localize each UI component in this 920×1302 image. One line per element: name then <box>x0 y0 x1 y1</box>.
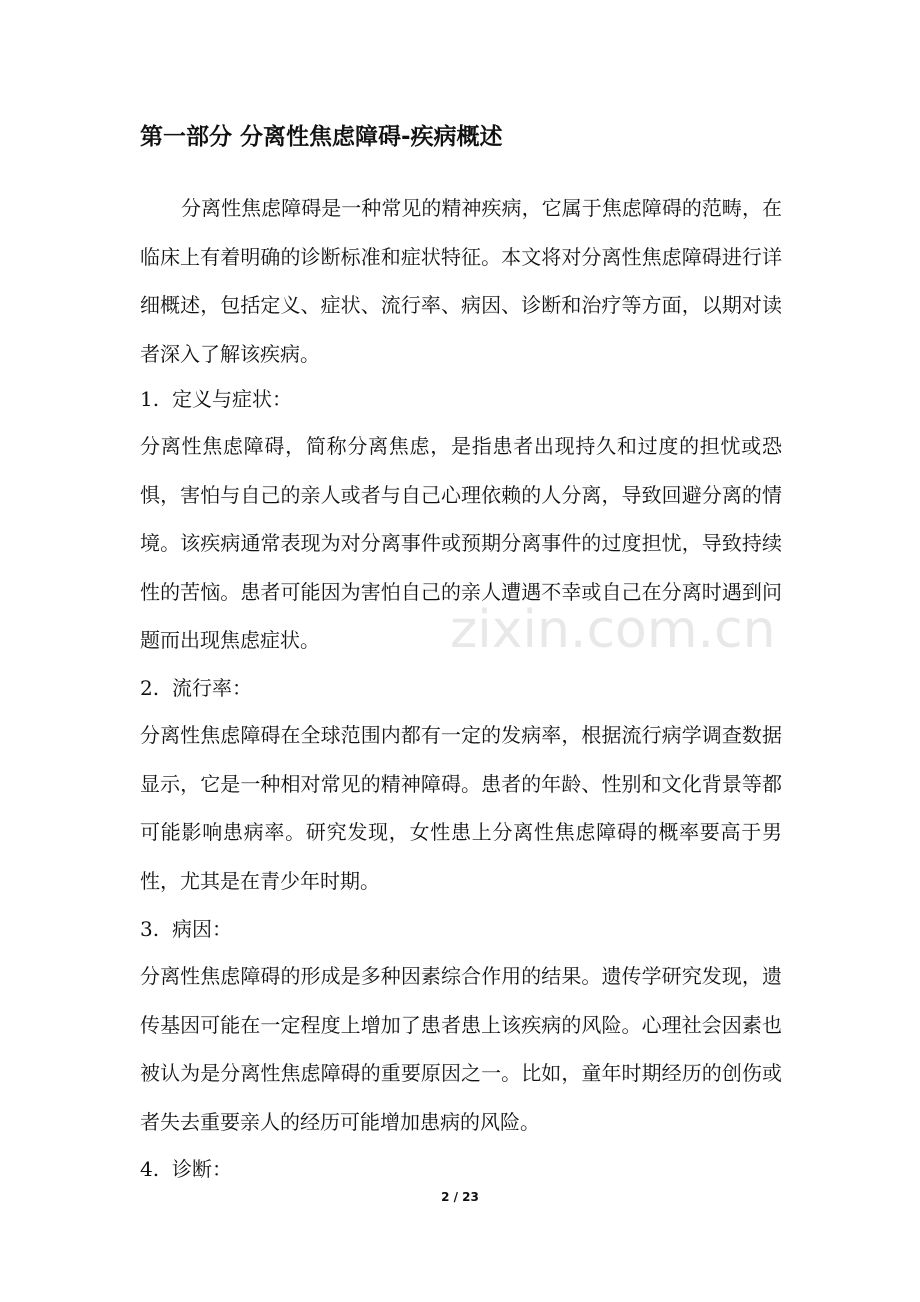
section-title: 第一部分 分离性焦虑障碍-疾病概述 <box>140 124 503 150</box>
section-number: 1. <box>140 387 160 411</box>
section-heading-etiology <box>140 905 232 953</box>
page-indicator: 2 / 23 <box>441 1190 479 1204</box>
section-heading-diagnosis <box>140 1145 232 1193</box>
section-heading-text: 病因： <box>172 917 232 941</box>
watermark: zixin.com.cn <box>450 600 776 660</box>
prevalence-paragraph: 分离性焦虑障碍在全球范围内都有一定的发病率，根据流行病学调查数据显示，它是一种相对常见的精神障碍。患者的年龄、性别和文化背景等都可能影响患病率。研究发现，女性患上分离性焦虑障碍的概率要高于男性，尤其是在青少年时期。 <box>140 723 782 893</box>
etiology-paragraph: 分离性焦虑障碍的形成是多种因素综合作用的结果。遗传学研究发现，遗传基因可能在一定程度上增加了患者患上该疾病的风险。心理社会因素也被认为是分离性焦虑障碍的重要原因之一。比如，童年时期经历的创伤或者失去重要亲人的经历可能增加患病的风险。 <box>140 964 782 1134</box>
section-number: 2. <box>140 676 160 700</box>
definition-paragraph: 分离性焦虑障碍，简称分离焦虑，是指患者出现持久和过度的担忧或恐惧，害怕与自己的亲人或者与自己心理依赖的人分离，导致回避分离的情境。该疾病通常表现为对分离事件或预期分离事件的过度担忧，导致持续性的苦恼。患者可能因为害怕自己的亲人遭遇不幸或自己在分离时遇到问题而出现焦虑症状。 <box>140 434 782 652</box>
section-heading-prevalence <box>140 664 252 712</box>
intro-paragraph: 分离性焦虑障碍是一种常见的精神疾病，它属于焦虑障碍的范畴，在临床上有着明确的诊断标准和症状特征。本文将对分离性焦虑障碍进行详细概述，包括定义、症状、流行率、病因、诊断和治疗等方面，以期对读者深入了解该疾病。 <box>140 196 782 366</box>
section-heading-definition <box>140 375 292 423</box>
section-heading-text: 定义与症状： <box>172 387 292 411</box>
section-heading-text: 诊断： <box>172 1157 232 1181</box>
section-heading-text: 流行率： <box>172 676 252 700</box>
section-number: 3. <box>140 917 160 941</box>
section-number: 4. <box>140 1157 160 1181</box>
